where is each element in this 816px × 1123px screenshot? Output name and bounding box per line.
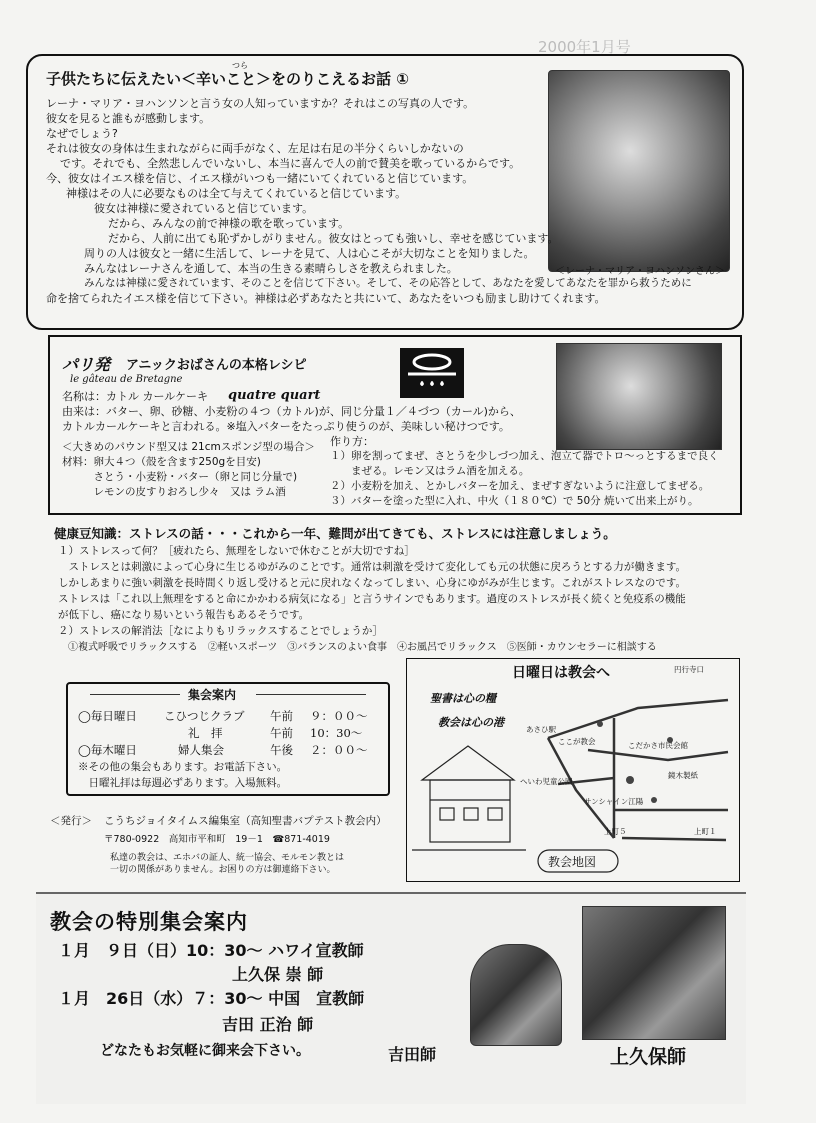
recipe-steps-title: 作り方：: [330, 435, 374, 448]
meeting-ampm: 午後: [270, 743, 293, 757]
yoshida-photo: [470, 944, 562, 1046]
map-label-sunshine: サンシャイン江陽: [584, 797, 644, 806]
meeting-day: ◯毎日曜日: [78, 709, 137, 723]
recipe-step: ３）バターを塗った型に入れ、中火（１８０℃）で 50分 焼いて出来上がり。: [330, 495, 699, 507]
meetings-title: 集会案内: [188, 688, 237, 702]
health-line: ２）ストレスの解消法［なによりもリラックスすることでしょうか］: [58, 625, 383, 637]
map-label-park: へいわ児童公園: [520, 777, 573, 786]
recipe-name: 名称は：カトル カールケーキ: [62, 390, 209, 403]
story-line: 彼女は神様に愛されていると信じています。: [94, 202, 314, 215]
recipe-step: １）卵を割ってまぜ、さとうを少しづつ加え、泡立て器でトロ～っとするまで良く: [330, 450, 719, 462]
story-line: レーナ・マリア・ヨハンソンと言う女の人知っていますか？それはこの写真の人です。: [46, 97, 475, 110]
map-title: 日曜日は教会へ: [512, 665, 610, 681]
map-slogan: 聖書は心の糧: [430, 692, 496, 705]
health-line: １）ストレスって何？［疲れたら、無理をしないで休むことが大切ですね］: [58, 545, 415, 557]
story-line: 彼女を見ると誰もが感動します。: [46, 112, 211, 125]
meeting-name: 婦人集会: [178, 743, 224, 757]
map-caption: 教会地図: [548, 855, 597, 869]
church-map: [408, 660, 736, 878]
meeting-name: こひつじクラブ: [164, 709, 245, 723]
story-title: 子供たちに伝えたい＜辛いこと＞をのりこえるお話 ①: [46, 70, 409, 88]
signature-kamikubo: 上久保師: [610, 1046, 687, 1068]
health-line: が低下し、癌になり易いという報告もあるそうです。: [58, 609, 310, 621]
story-line: みんなはレーナさんを通して、本当の生きる素晴らしさを教えられました。: [84, 262, 458, 275]
meetings-note: 日曜礼拝は毎週必ずあります。入場無料。: [78, 777, 288, 789]
lena-maria-photo: [548, 70, 730, 272]
health-line: しかしあまりに強い刺激を長時間くり返し受けると元に戻れなくなってしまい、心身にゆがみが生じます。これがストレスなのです。: [58, 577, 687, 589]
map-roads: [548, 700, 728, 840]
health-line: ストレスとは刺激によって心身に生じるゆがみのことです。通常は刺激を受けて変化しても元の状態に戻ろうとする力が働きます。: [58, 561, 687, 573]
church-building-drawing: [412, 746, 526, 850]
story-line: 今、彼女はイエス様を信じ、イエス様がいつも一緒にいてくれていると信じています。: [46, 172, 474, 185]
map-markers: [597, 721, 673, 803]
story-title-ruby: つら: [232, 61, 248, 70]
recipe-step: ２）小麦粉を加え、とかしバターを加え、まぜすぎないように注意してまぜる。: [330, 480, 710, 492]
publisher-name: こうちジョイタイムス編集室（高知聖書バプテスト教会内）: [104, 815, 387, 827]
recipe-ingredient: さとう・小麦粉・バター（卵と同じ分量で): [62, 471, 298, 483]
special-event1-speaker: 上久保 崇 師: [232, 965, 324, 984]
story-line: それは彼女の身体は生まれながらに両手がなく、左足は右足の半分くらいしかないの: [46, 142, 464, 155]
kamikubo-family-photo: [582, 906, 726, 1040]
recipe-ingredient: 材料：卵大４つ（殻を含ます250gを目安): [62, 456, 261, 468]
recipe-origin: 由来は：バター、卵、砂糖、小麦粉の４つ（カトル)が、同じ分量１／４づつ（カール)から、: [62, 405, 521, 418]
annick-photo: [556, 343, 722, 450]
meetings-rule: [256, 694, 366, 695]
recipe-title-sub: アニックおばさんの本格レシピ: [126, 358, 307, 373]
map-label-enkoji: 円行寺口: [674, 665, 704, 674]
photo-caption-lena: ＜レーナ・マリア・ヨハンソンさん＞: [555, 266, 725, 277]
map-label-church: ここが教会: [558, 737, 596, 746]
story-line: だから、人前に出ても恥ずかしがりません。彼女はとっても強いし、幸せを感じています。: [108, 232, 559, 245]
map-label-asahi: あさひ駅: [526, 725, 556, 734]
cooking-pan-icon: [400, 348, 464, 398]
special-event2: １月 26日（水）７：30～ 中国 宣教師: [58, 989, 365, 1008]
special-event2-speaker: 吉田 正治 師: [222, 1015, 314, 1034]
meeting-name: 礼 拝: [188, 726, 223, 740]
map-label-kamimachi1: 上町１: [694, 827, 717, 836]
meeting-time: ２：００～: [310, 743, 368, 757]
story-line: です。それでも、全然悲しんでいないし、本当に喜んで人の前で賛美を歌っているからです。: [60, 157, 521, 170]
health-title: 健康豆知識：ストレスの話・・・これから一年、難問が出てきても、ストレスには注意しましょう。: [54, 526, 616, 541]
special-event1: １月 ９日（日）10：30～ ハワイ宣教師: [58, 941, 364, 960]
publisher-disclaimer: 一切の関係がありません。お困りの方は御連絡下さい。: [110, 865, 336, 875]
publisher-disclaimer: 私達の教会は、エホバの証人、統一協会、モルモン教とは: [110, 853, 345, 863]
meeting-ampm: 午前: [270, 709, 293, 723]
publisher-address: 〒780-0922 高知市平和町 19－1 ☎871-4019: [104, 834, 330, 845]
signature-yoshida: 吉田師: [388, 1045, 437, 1064]
recipe-step: まぜる。レモン又はラム酒を加える。: [330, 465, 530, 477]
meeting-day: ◯毎木曜日: [78, 743, 137, 757]
meeting-time: ９：００～: [310, 709, 368, 723]
recipe-origin: カトルカールケーキと言われる。※塩入バターをたっぷり使うのが、美味しい秘けつです。: [62, 420, 510, 433]
story-line: 命を捨てられたイエス様を信じて下さい。神様は必ずあなたと共にいて、あなたをいつも励まし助けてくれます。: [46, 292, 606, 305]
recipe-french: le gâteau de Bretagne: [70, 374, 183, 385]
publisher-label: ＜発行＞: [50, 815, 92, 827]
special-title: 教会の特別集会案内: [50, 910, 248, 934]
story-line: みんなは神様に愛されています、そのことを信じて下さい。そして、その応答として、あなたを愛してあなたを罪から救うために: [84, 277, 692, 289]
recipe-ingredient: ＜大きめのパウンド型又は 21cmスポンジ型の場合＞: [62, 441, 315, 453]
special-invite: どなたもお気軽に御来会下さい。: [100, 1043, 310, 1059]
story-line: 神様はその人に必要なものは全て与えてくれていると信じています。: [66, 187, 407, 200]
recipe-quatre: quatre quart: [228, 388, 321, 403]
health-line: ①複式呼吸でリラックスする ②軽いスポーツ ③バランスのよい食事 ④お風呂でリラックス ⑤医師・カウンセラーに相談する: [58, 642, 657, 653]
story-line: 周りの人は彼女と一緒に生活して、レーナを見て、人は心こそが大切なことを知りました。: [84, 247, 535, 260]
meetings-rule: [90, 694, 180, 695]
story-line: だから、みんなの前で神様の歌を歌っています。: [108, 217, 350, 230]
map-label-paper: 鏡木製紙: [668, 771, 698, 780]
meeting-ampm: 午前: [270, 726, 293, 740]
map-slogan: 教会は心の港: [438, 716, 504, 729]
map-label-kamimachi5: 上町５: [604, 827, 627, 836]
map-label-hall: こだかさ市民会館: [628, 741, 688, 750]
masthead-issue: 2000年1月号: [538, 38, 631, 56]
meeting-time: 10：30～: [310, 726, 363, 740]
recipe-ingredient: レモンの皮すりおろし少々 又は ラム酒: [62, 486, 286, 498]
recipe-title-main: パリ発: [62, 355, 111, 374]
meetings-note: ※その他の集会もあります。お電話下さい。: [78, 761, 288, 773]
health-line: ストレスは「これ以上無理をすると命にかかわる病気になる」と言うサインでもあります。過度のストレスが長く続くと免疫系の機能: [58, 593, 686, 605]
story-line: なぜでしょう?: [46, 127, 118, 140]
